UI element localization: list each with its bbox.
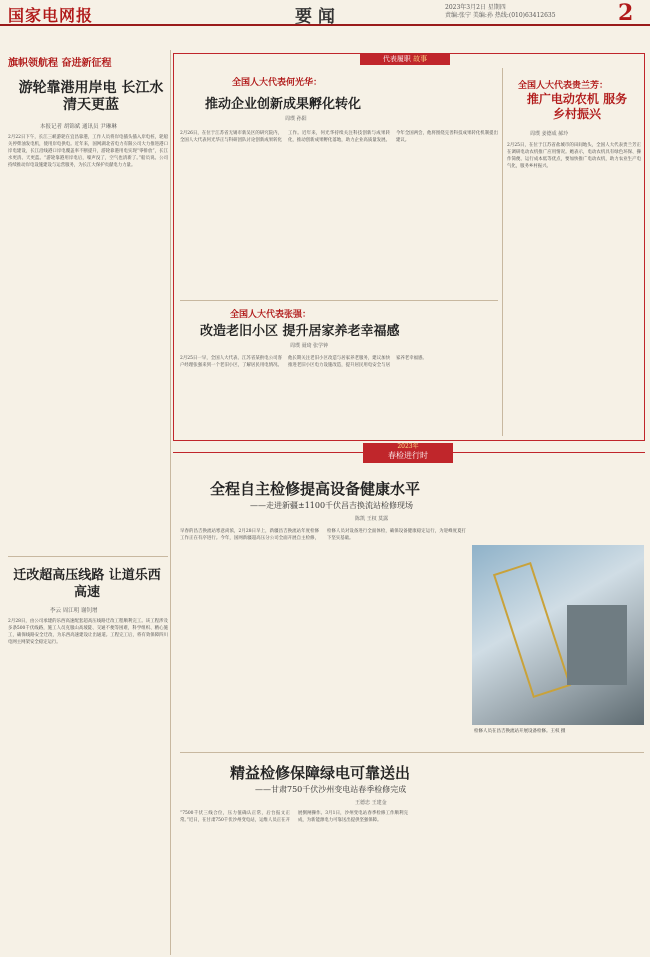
mid-byline: 陈凯 王权 莫露 [355,516,389,522]
box-tag-text-2: 故事 [413,55,428,63]
column-rule [170,50,171,955]
left-kicker: 旗帜领航程 奋进新征程 [8,58,112,69]
issue-date: 2023年3月2日 星期四 [445,4,506,11]
s3-byline: 周璞 聂琦 张学钟 [290,343,329,349]
box-tag [360,54,450,65]
date-info [445,4,605,20]
page-number: 2 [618,0,634,26]
s3-kicker: 全国人大代表张强： [230,310,312,320]
bottom-headline: 精益检修保障绿电可靠送出 [230,764,411,782]
s2-body: 2月25日，在位于江苏省盐城市的田间地头，全国人大代表贵兰芳正在调研电动农机推广应用情况。她表示，电动农机具有绿色环保、操作简便、运行成本低等优点，要加快推广电动农机，助力农业生产电气化，服务乡村振兴。 [507,143,641,169]
s3-body: 2月25日一早，全国人大代表、江苏省某供电公司客户经理张强来到一个老旧小区，了解居民用电情况。他长期关注老旧小区改造与居家养老服务，建议加快推进老旧小区电力设施改造，提升居民用电安全与居家养老幸福感。 [180,356,427,368]
section-title: 要 闻 [295,7,335,27]
left-headline: 游轮靠港用岸电 长江水清天更蓝 [18,80,164,113]
divider [8,556,168,557]
left-body-2: 2月28日，由公司承建的乐西高速配套超高压线路迁改工程顺利完工。该工程涉及多条500千伏线路，施工人员克服山高坡陡、交通不便等困难，科学组织、精心施工，确保线路安全迁改，为乐西高速建设让出通道。工程完工后，将有效保障四川电网主网架安全稳定运行。 [8,619,168,645]
s1-headline: 推动企业创新成果孵化转化 [205,97,362,112]
mid-body: 早春的昌吉换流站寒意尚浓，2月28日早上，新疆昌吉换流站年度检修工作正在有序进行。今年，国网新疆超高压分公司全面开展自主检修，检修人员对设备进行全面体检，确保设备健康稳定运行，为迎峰度夏打下坚实基础。 [180,529,466,541]
s2-kicker: 全国人大代表贵兰芳： [518,81,609,91]
s1-kicker: 全国人大代表何光华： [232,78,323,88]
divider [180,752,644,753]
equipment-block [567,605,627,685]
box-column-rule [502,68,503,436]
s1-body: 2月26日，在位于江苏省无锡市新吴区的研究院内，全国人大代表何光华正与科研团队讨论创新成果转化工作。近年来，何光华持续关注科技创新与成果转化，推动创新成果孵化落地，助力企业高质量发展。今年全国两会，他将围绕完善科技成果转化机制提出建议。 [180,131,498,143]
banner-text: 春检进行时 [388,451,428,460]
photo-caption-extra [472,738,644,747]
s2-byline: 周璞 姜德成 郝玲 [530,131,569,137]
editor-line: 责编:张宁 美编:孙 热线:(010)63412635 [445,12,556,19]
bottom-subtitle: ——甘肃750千伏沙州变电站春季检修完成 [255,785,407,794]
s1-byline: 周璞 孙阳 [285,116,307,122]
s2-headline: 推广电动农机 服务乡村振兴 [526,92,628,121]
newspaper-logo: 国家电网报 [8,6,94,25]
spring-inspection-banner [173,441,645,465]
bottom-body: “7500千伏三线合位，压力值确认正常，后台报文正常。”近日，在甘肃750千伏沙州变电站，运维人员正在开展倒闸操作。3月1日，沙州变电站春季检修工作顺利完成，为新能源电力可靠送出提供坚强保障。 [180,811,408,823]
mid-subtitle: ——走进新疆±1100千伏昌吉换流站检修现场 [250,501,414,510]
left-byline: 本报记者 胡锦斌 通讯员 尹琳琳 [40,124,117,130]
left-body: 2月22日下午，长江三峡游轮在宜昌靠港，工作人员将岸电插头插入岸电桩，轮船关停柴油发电机，使用岸电供电。近年来，国网湖北省电力有限公司大力推进港口岸电建设，长江沿线港口岸电覆盖率不断提升，游轮靠港用电实现“零排放”，长江水更清、天更蓝。“游轮靠港用岸电后，噪声没了，空气也清新了。”船员说。公司持续推动岸电设施建设与运营服务，为长江大保护贡献电力力量。 [8,135,168,168]
inspection-photo [472,545,644,725]
left-headline-2: 迁改超高压线路 让道乐西高速 [13,568,161,600]
banner-badge [363,443,453,463]
box-tag-text: 代表履职 [382,55,411,63]
bucket-truck-arm [493,562,571,698]
left-byline-2: 李云 周江明 谢钊增 [50,608,98,614]
divider [180,300,498,301]
photo-caption: 检修人员在昌吉换流站开展设备检修。王权 摄 [474,729,566,734]
bottom-byline: 王德忠 王建金 [355,800,387,806]
s3-headline: 改造老旧小区 提升居家养老幸福感 [200,324,400,339]
mid-headline: 全程自主检修提高设备健康水平 [210,480,421,498]
banner-year: 2023年 [397,443,419,450]
